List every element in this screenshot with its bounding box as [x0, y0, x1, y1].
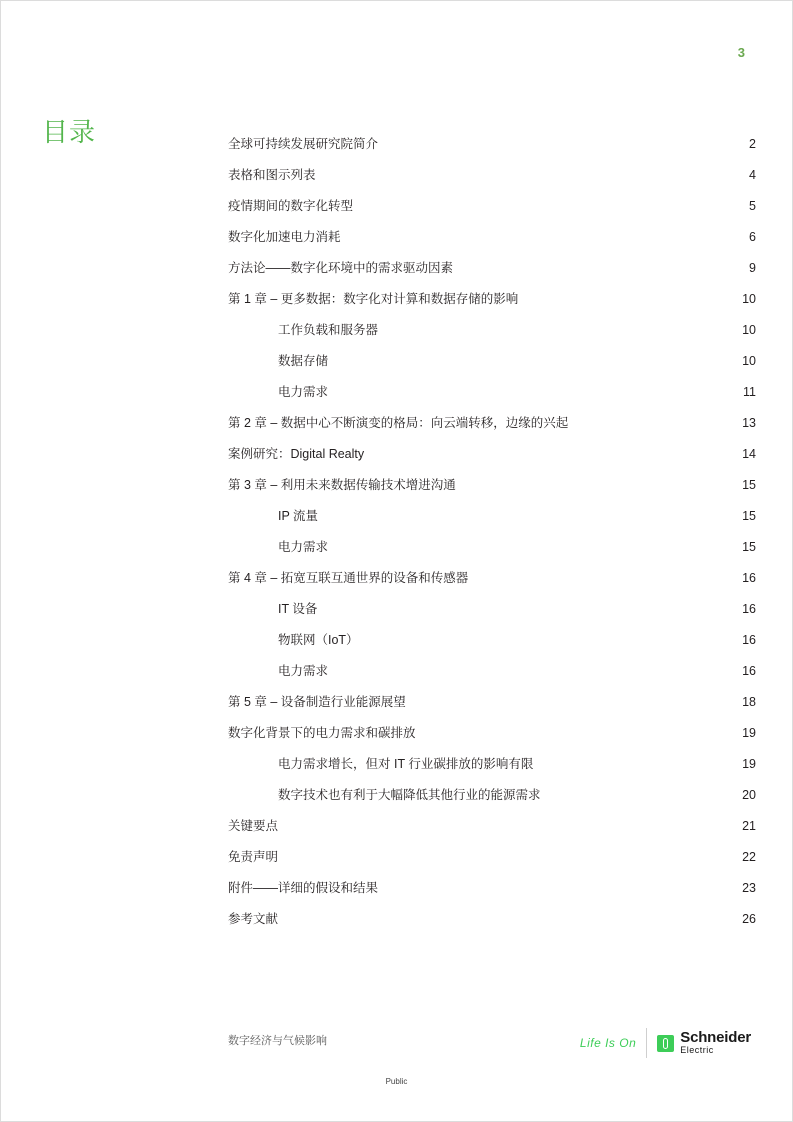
toc-entry-page: 14: [742, 447, 756, 461]
toc-entry[interactable]: [228, 320, 756, 351]
logo-text: [680, 1030, 751, 1055]
toc-entry[interactable]: [228, 568, 756, 599]
toc-entry-label: 第 5 章 – 设备制造行业能源展望: [228, 695, 406, 709]
logo-company-name: Schneider: [680, 1029, 751, 1047]
toc-entry-page: 16: [742, 664, 756, 678]
toc-entry-label: 物联网（IoT）: [278, 633, 359, 647]
toc-entry-page: 16: [742, 633, 756, 647]
toc-entry[interactable]: [228, 785, 756, 816]
toc-entry-label: 案例研究：Digital Realty: [228, 447, 365, 461]
toc-entry[interactable]: [228, 506, 756, 537]
toc-entry[interactable]: [228, 537, 756, 568]
toc-entry-label: 数字化背景下的电力需求和碳排放: [228, 726, 416, 740]
toc-entry[interactable]: [228, 723, 756, 754]
toc-entry-page: 18: [742, 695, 756, 709]
toc-entry-page: 4: [749, 168, 756, 182]
toc-entry-page: 22: [742, 850, 756, 864]
toc-entry[interactable]: [228, 351, 756, 382]
toc-entry[interactable]: [228, 382, 756, 413]
toc-entry[interactable]: [228, 599, 756, 630]
toc-entry-page: 15: [742, 509, 756, 523]
toc-entry-label: IT 设备: [278, 602, 318, 616]
toc-entry-label: 第 4 章 – 拓宽互联互通世界的设备和传感器: [228, 571, 469, 585]
toc-entry[interactable]: [228, 444, 756, 475]
toc-entry-label: 附件——详细的假设和结果: [228, 881, 379, 895]
schneider-electric-logo: [657, 1030, 751, 1055]
toc-entry-label: 工作负载和服务器: [278, 323, 379, 337]
toc-entry-page: 19: [742, 726, 756, 740]
schneider-logo-icon: [657, 1035, 674, 1052]
toc-entry[interactable]: [228, 754, 756, 785]
toc-entry-page: 13: [742, 416, 756, 430]
toc-entry-page: 16: [742, 571, 756, 585]
toc-entry-page: 26: [742, 912, 756, 926]
toc-entry-page: 15: [742, 540, 756, 554]
toc-entry-page: 16: [742, 602, 756, 616]
toc-entry-label: 免责声明: [228, 850, 279, 864]
toc-entry-label: 电力需求: [278, 385, 329, 399]
toc-entry[interactable]: [228, 692, 756, 723]
toc-entry-page: 23: [742, 881, 756, 895]
table-of-contents: [228, 134, 756, 940]
divider: [646, 1028, 647, 1058]
footer-document-title: 数字经济与气候影响: [228, 1035, 327, 1047]
toc-entry-label: 方法论——数字化环境中的需求驱动因素: [228, 261, 454, 275]
toc-entry[interactable]: [228, 134, 756, 165]
toc-entry[interactable]: [228, 661, 756, 692]
logo-company-sub: Electric: [680, 1045, 714, 1056]
toc-entry[interactable]: [228, 413, 756, 444]
toc-entry[interactable]: [228, 878, 756, 909]
toc-entry-page: 20: [742, 788, 756, 802]
toc-entry-label: 全球可持续发展研究院简介: [228, 137, 379, 151]
brand-lockup: [580, 1026, 751, 1060]
toc-entry-label: 数据存储: [278, 354, 329, 368]
toc-entry-page: 15: [742, 478, 756, 492]
toc-entry-label: IP 流量: [278, 509, 319, 523]
toc-entry-label: 第 2 章 – 数据中心不断演变的格局：向云端转移，边缘的兴起: [228, 416, 569, 430]
page-title: 目录: [42, 117, 97, 147]
toc-entry-label: 数字化加速电力消耗: [228, 230, 341, 244]
toc-entry-page: 21: [742, 819, 756, 833]
toc-entry-label: 疫情期间的数字化转型: [228, 199, 354, 213]
toc-entry-label: 数字技术也有利于大幅降低其他行业的能源需求: [278, 788, 541, 802]
page-number: 3: [737, 45, 745, 60]
toc-entry[interactable]: [228, 289, 756, 320]
toc-entry-page: 9: [749, 261, 756, 275]
toc-entry[interactable]: [228, 165, 756, 196]
toc-entry-label: 关键要点: [228, 819, 279, 833]
toc-entry-label: 第 3 章 – 利用未来数据传输技术增进沟通: [228, 478, 456, 492]
toc-entry-label: 第 1 章 – 更多数据：数字化对计算和数据存储的影响: [228, 292, 519, 306]
toc-entry-page: 19: [742, 757, 756, 771]
toc-entry-label: 表格和图示列表: [228, 168, 316, 182]
toc-entry-page: 10: [742, 323, 756, 337]
toc-entry-page: 10: [742, 292, 756, 306]
toc-entry-label: 电力需求: [278, 540, 329, 554]
toc-entry[interactable]: [228, 227, 756, 258]
toc-entry-page: 2: [749, 137, 756, 151]
footer-classification: Public: [385, 1077, 408, 1086]
toc-entry-page: 11: [743, 385, 756, 399]
toc-entry-page: 10: [742, 354, 756, 368]
toc-entry-page: 6: [749, 230, 756, 244]
toc-entry-label: 电力需求: [278, 664, 329, 678]
toc-entry[interactable]: [228, 475, 756, 506]
toc-entry[interactable]: [228, 816, 756, 847]
toc-entry[interactable]: [228, 196, 756, 227]
toc-entry-label: 参考文献: [228, 912, 279, 926]
toc-entry[interactable]: [228, 847, 756, 878]
toc-entry[interactable]: [228, 258, 756, 289]
toc-entry-page: 5: [749, 199, 756, 213]
tagline: Life Is On: [579, 1036, 637, 1050]
toc-entry[interactable]: [228, 630, 756, 661]
toc-entry-label: 电力需求增长，但对 IT 行业碳排放的影响有限: [278, 757, 534, 771]
toc-entry[interactable]: [228, 909, 756, 940]
